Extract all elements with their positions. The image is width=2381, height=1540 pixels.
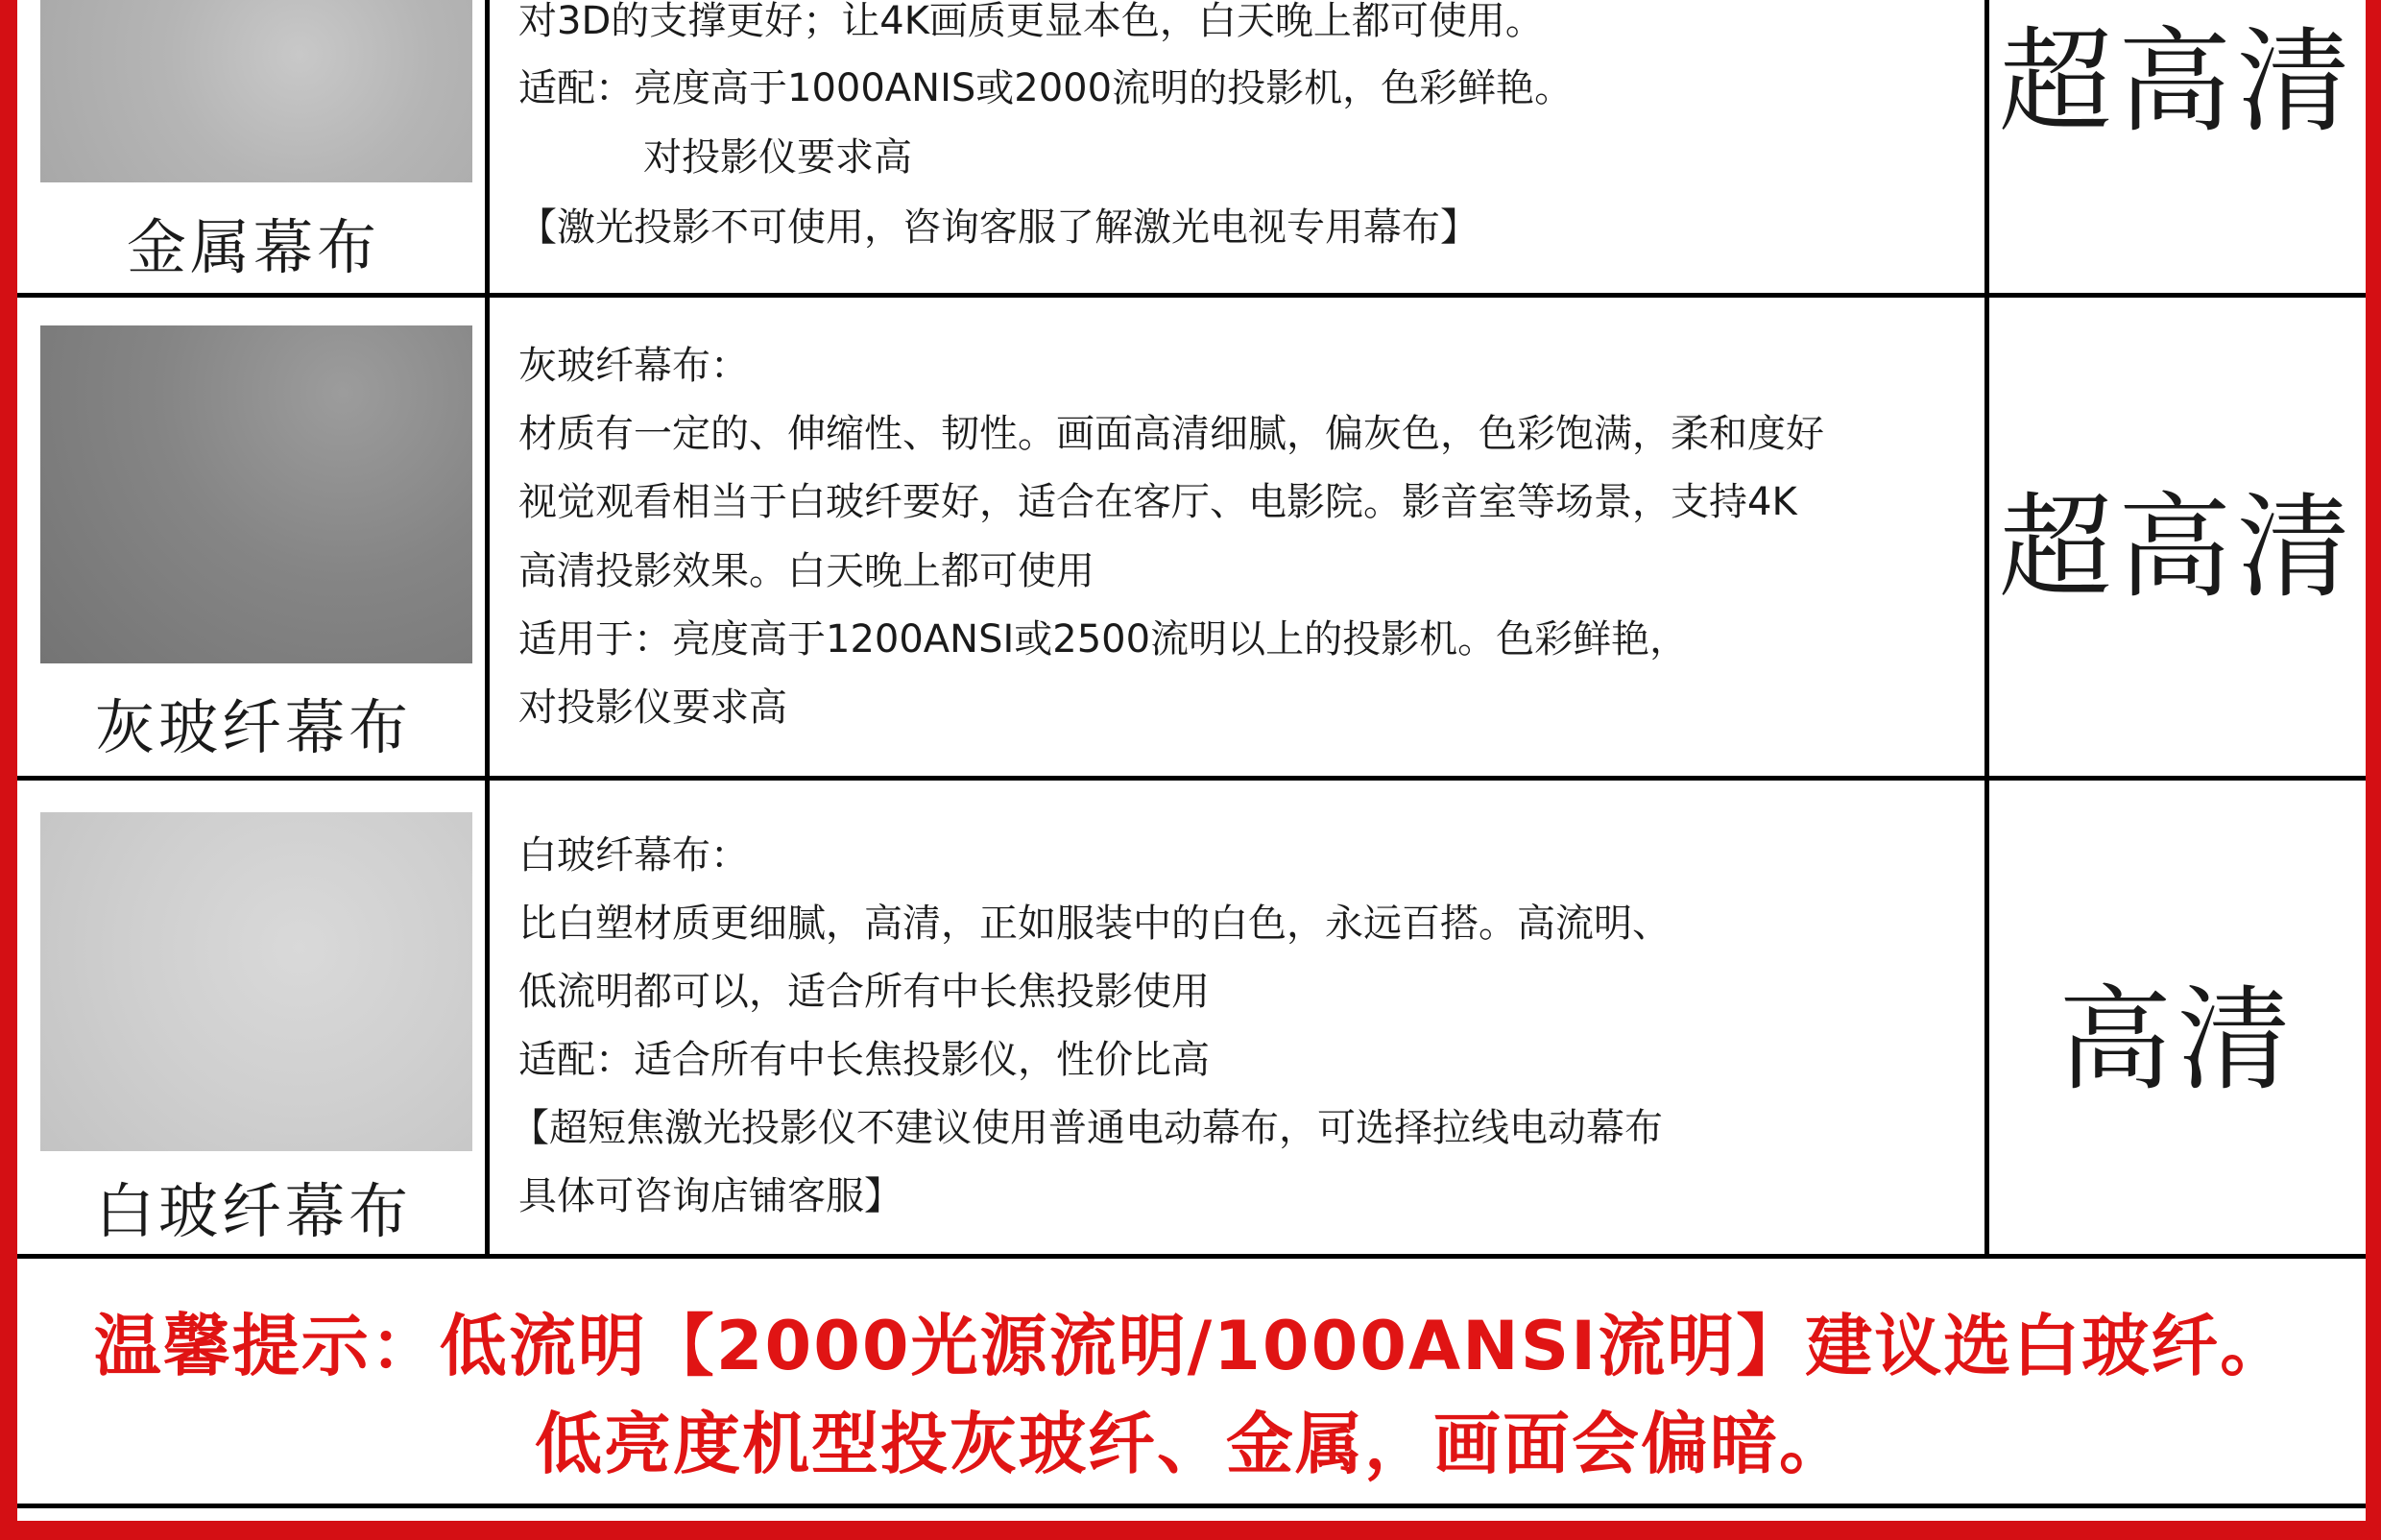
description-line: 比白塑材质更细腻，高清，正如服装中的白色，永远百搭。高流明、 bbox=[518, 902, 1671, 946]
rating-cell bbox=[1989, 298, 2366, 776]
description-line: 具体可咨询店铺客服】 bbox=[518, 1174, 902, 1218]
rating-cell bbox=[1989, 0, 2366, 293]
rating-label: 超高清 bbox=[1998, 481, 2356, 614]
description-line: 白玻纤幕布： bbox=[518, 833, 749, 878]
description-line: 高清投影效果。白天晚上都可使用 bbox=[518, 549, 1094, 593]
material-cell bbox=[17, 781, 490, 1254]
rating-label: 高清 bbox=[2057, 974, 2297, 1106]
table-bottom-border bbox=[17, 1504, 2366, 1508]
red-border-bottom bbox=[0, 1521, 2381, 1540]
description-line: 【激光投影不可使用，咨询客服了解激光电视专用幕布】 bbox=[518, 205, 1479, 250]
description-line: 灰玻纤幕布： bbox=[518, 344, 749, 388]
tip-line-2: 低亮度机型投灰玻纤、金属，画面会偏暗。 bbox=[535, 1405, 1848, 1483]
material-cell bbox=[17, 0, 490, 293]
white-fiber-swatch-image bbox=[40, 812, 472, 1151]
metal-swatch-image bbox=[40, 0, 472, 182]
red-border-left bbox=[0, 0, 17, 1540]
table-row-metal bbox=[17, 0, 2366, 298]
gray-fiber-swatch-image bbox=[40, 325, 472, 663]
description-line: 适配：亮度高于1000ANIS或2000流明的投影机，色彩鲜艳。 bbox=[518, 66, 1574, 110]
table-row-gray-fiber bbox=[17, 298, 2366, 781]
description-cell bbox=[490, 0, 1989, 293]
description-cell bbox=[490, 298, 1989, 776]
description-cell bbox=[490, 781, 1989, 1254]
tip-line-1: 温馨提示：低流明【2000光源流明/1000ANSI流明】建议选白玻纤。 bbox=[93, 1307, 2290, 1385]
material-name: 金属幕布 bbox=[126, 212, 380, 282]
description-line: 材质有一定的、伸缩性、韧性。画面高清细腻，偏灰色，色彩饱满，柔和度好 bbox=[518, 412, 1824, 456]
description-line: 适用于：亮度高于1200ANSI或2500流明以上的投影机。色彩鲜艳， bbox=[518, 617, 1689, 662]
description-line: 【超短焦激光投影仪不建议使用普通电动幕布，可选择拉线电动幕布 bbox=[511, 1106, 1663, 1150]
description-line: 对投影仪要求高 bbox=[643, 135, 912, 180]
description-line: 低流明都可以，适合所有中长焦投影使用 bbox=[518, 970, 1210, 1014]
description-line: 对投影仪要求高 bbox=[518, 686, 787, 730]
table-row-white-fiber bbox=[17, 781, 2366, 1259]
tip-section bbox=[17, 1259, 2366, 1504]
material-cell bbox=[17, 298, 490, 776]
description-line: 对3D的支撑更好；让4K画质更显本色，白天晚上都可使用。 bbox=[518, 0, 1544, 43]
red-border-right bbox=[2366, 0, 2381, 1540]
description-line: 视觉观看相当于白玻纤要好，适合在客厅、电影院。影音室等场景，支持4K bbox=[518, 480, 1797, 524]
material-name: 白玻纤幕布 bbox=[94, 1176, 412, 1246]
rating-cell bbox=[1989, 781, 2366, 1254]
description-line: 适配：适合所有中长焦投影仪，性价比高 bbox=[518, 1038, 1210, 1082]
rating-label: 超高清 bbox=[1998, 15, 2356, 148]
material-name: 灰玻纤幕布 bbox=[94, 692, 412, 762]
